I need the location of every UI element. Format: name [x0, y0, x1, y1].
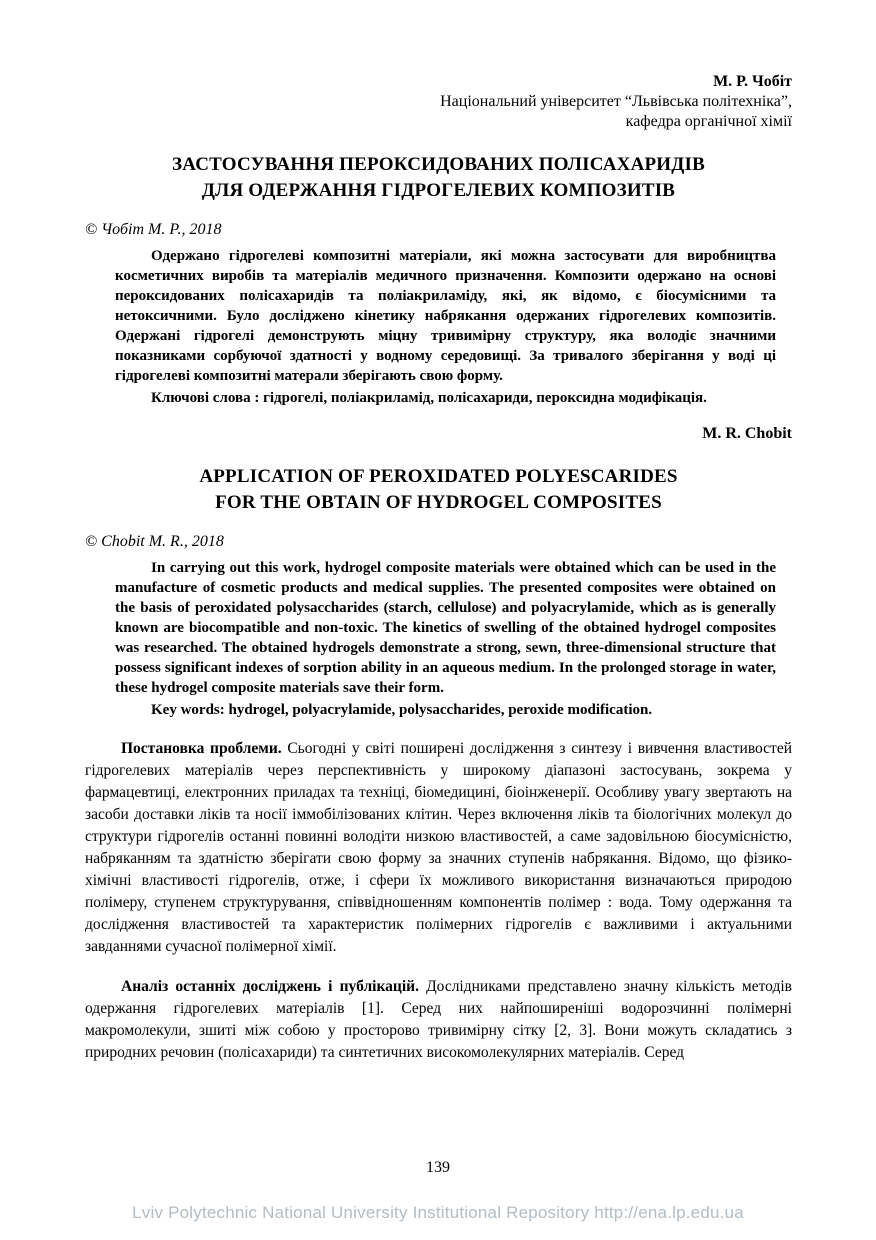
author-header: [85, 72, 792, 132]
author-name-en: M. R. Chobit: [702, 425, 792, 442]
abstract-en: In carrying out this work, hydrogel composite materials were obtained which can be used in the manufacture of cosmetic products and medical supplies. The presented composites were obtained on the basis of peroxidated polysaccharides (starch, cellulose) and polyacrylamide, which as is generally known are biocompatible and non-toxic. The kinetics of swelling of the obtained hydrogel composites was researched. The obtained hydrogels demonstrate a strong, sewn, three-dimensional structure that possess significant indexes of sorption ability in an aqueous medium. In the prolonged storage in water, these hydrogel composite materials save their form.: [115, 560, 776, 696]
paragraph-analysis-text: Дослідниками представлено значну кількість методів одержання гідрогелевих матеріалів [1]. Серед них найпоширеніші водорозчинні полімерні макромолекули, зшиті між собою у просторово тривимірну сітку [2, 3]. Вони можуть складатись з природних речовин (полісахариди) та синтетичних високомолекулярних матеріалів. Серед: [85, 978, 792, 1061]
paper-title-en-line-2: FOR THE OBTAIN OF HYDROGEL COMPOSITES: [215, 492, 662, 513]
repository-footer: Lviv Polytechnic National University Institutional Repository http://ena.lp.edu.ua: [132, 1203, 744, 1222]
affiliation-line-2: кафедра органічної хімії: [625, 113, 792, 130]
paper-title-uk: [85, 152, 792, 204]
paper-title-uk-line-2: ДЛЯ ОДЕРЖАННЯ ГІДРОГЕЛЕВИХ КОМПОЗИТІВ: [201, 180, 676, 201]
abstract-uk: Одержано гідрогелеві композитні матеріали, які можна застосувати для виробництва косметичних виробів та матеріалів медичного призначення. Композити одержано на основі пероксидованих полісахаридів та поліакриламіду, які, як відомо, є біосумісними та нетоксичними. Було досліджено кінетику набрякання одержаних гідрогелевих композитів. Одержані гідрогелі демонструють міцну тривимірну структуру, яка володіє значними показниками сорбуючої здатності у водному середовищі. За тривалого зберігання у воді ці гідрогелеві композитні матерали зберігають свою форму.: [115, 248, 776, 384]
paragraph-analysis-lead: Аналіз останніх досліджень і публікацій.: [121, 978, 419, 995]
page-number: 139: [426, 1159, 450, 1176]
copyright-uk: © Чобіт М. Р., 2018: [85, 221, 222, 238]
paragraph-problem-lead: Постановка проблеми.: [121, 740, 282, 757]
paper-title-uk-line-1: ЗАСТОСУВАННЯ ПЕРОКСИДОВАНИХ ПОЛІСАХАРИДІВ: [171, 154, 706, 175]
keywords-en: Key words: hydrogel, polyacrylamide, polysaccharides, peroxide modification.: [151, 702, 653, 718]
copyright-en: © Chobit M. R., 2018: [85, 533, 224, 550]
affiliation-line-1: Національний університет “Львівська політехніка”,: [440, 93, 792, 110]
keywords-uk: Ключові слова : гідрогелі, поліакриламід, полісахариди, пероксидна модифікація.: [151, 390, 707, 406]
paper-title-en-line-1: APPLICATION OF PEROXIDATED POLYESCARIDES: [199, 466, 678, 487]
author-name-uk: М. Р. Чобіт: [713, 73, 792, 90]
paragraph-analysis: [85, 976, 792, 1064]
paragraph-problem-statement: [85, 738, 792, 958]
paper-title-en: [85, 464, 792, 516]
paragraph-problem-text: Сьогодні у світі поширені дослідження з синтезу і вивчення властивостей гідрогелевих матеріалів через перспективність у широкому діапазоні застосувань, зокрема у фармацевтиці, електронних приладах та техніці, біомедицині, біоінженерії. Особливу увагу звертають на засоби доставки ліків та носії іммобілізованих клітин. Через включення ліків та біологічних молекул до структури гідрогелів останні повинні володіти низкою властивостей, а саме задовільною біосумісністю, набряканням та здатністю зберігати свою форму за значних ступенів набрякання. Відомо, що фізико-хімічні властивості гідрогелів, отже, і сфери їх можливого використання визначаються природою полімеру, ступенем структурування, співвідношенням компонентів полімер : вода. Тому одержання та дослідження властивостей та характеристик полімерних гідрогелів є важливими і актуальними завданнями сучасної полімерної хімії.: [85, 740, 792, 955]
